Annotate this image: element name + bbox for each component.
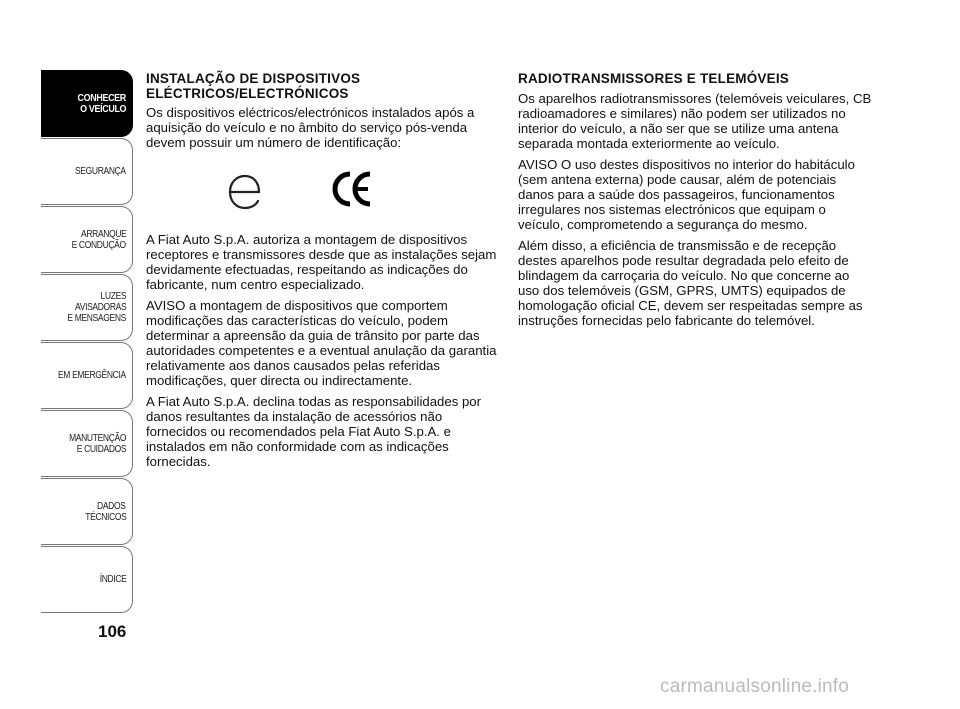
- tab-label-line: ÍNDICE: [99, 574, 126, 585]
- tab-7[interactable]: [41, 546, 133, 613]
- tab-label-line: E MENSAGENS: [67, 313, 126, 324]
- tab-5[interactable]: [41, 410, 133, 477]
- tab-label-line: O VEÍCULO: [79, 102, 126, 115]
- tab-label-line: MANUTENÇÃO: [68, 432, 126, 444]
- radio-paragraph-2: AVISO O uso destes dispositivos no interior do habitáculo (sem antena externa) pode causar, além de potenciais danos para a saúde dos passageiros, funcionamentos irregulares nos sistemas electrónicos que equipam o veículo, comprometendo a segurança do mesmo.: [518, 156, 855, 232]
- left-column: [146, 72, 501, 475]
- tab-label-line: CONHECER: [77, 91, 126, 104]
- radio-paragraph-1: Os aparelhos radiotransmissores (telemóveis veiculares, CB radioamadores e similares) não podem ser utilizados no interior do veículo, a não ser que se utilize uma antena separada montada exteriormente ao veículo.: [518, 90, 872, 151]
- ce-mark-icon: [335, 174, 370, 204]
- tab-label-line: SEGURANÇA: [75, 166, 126, 177]
- tab-4[interactable]: [41, 342, 133, 409]
- tab-label-line: EM EMERGÊNCIA: [58, 370, 126, 381]
- watermark-text: carmanualsonline.info: [660, 676, 850, 697]
- right-column: [518, 72, 873, 334]
- tab-label-line: E CONDUÇÃO: [71, 239, 126, 251]
- title-line-2: ELÉCTRICOS/ELECTRÓNICOS: [146, 85, 349, 101]
- section-tabs: [41, 70, 133, 614]
- disclaimer-paragraph: A Fiat Auto S.p.A. declina todas as responsabilidades por danos resultantes da instalação de acessórios não fornecidos ou recomendados pela Fiat Auto S.p.A. e instalados em não conformidade com as indicações fornecidas.: [146, 394, 482, 469]
- tab-label-line: TÉCNICOS: [84, 511, 126, 523]
- radio-paragraph-3: Além disso, a eficiência de transmissão e de recepção destes aparelhos pode resultar degradada pelo efeito de blindagem da carroçaria do veículo. No que concerne ao uso dos telemóveis (GSM, GPRS, UMTS) equipados de homologação oficial CE, devem ser respeitadas sempre as instruções fornecidas pelo fabricante do telemóvel.: [518, 237, 863, 328]
- tab-6[interactable]: [41, 478, 133, 545]
- tab-3[interactable]: [41, 274, 133, 341]
- tab-1[interactable]: [41, 138, 133, 205]
- warning-paragraph: AVISO a montagem de dispositivos que comportem modificações das características do veículo, podem determinar a apreensão da guia de trânsito por parte das autoridades competentes e a eventual anulação da garantia relativamente aos danos causados pelas referidas modificações, quer directa ou indirectamente.: [146, 298, 497, 388]
- tab-2[interactable]: [41, 206, 133, 273]
- section-title-installation: [146, 72, 501, 101]
- tab-0[interactable]: [41, 70, 133, 137]
- page-number: 106: [98, 622, 127, 641]
- intro-paragraph: Os dispositivos eléctricos/electrónicos instalados após a aquisição do veículo e no âmbito do serviço pós-venda devem possuir um número de identificação:: [146, 105, 475, 150]
- section-title-radio: RADIOTRANSMISSORES E TELEMÓVEIS: [518, 71, 789, 86]
- e-mark-icon: [230, 176, 259, 208]
- title-line-1: INSTALAÇÃO DE DISPOSITIVOS: [146, 71, 361, 86]
- certification-symbols: [146, 156, 501, 226]
- tab-label-line: ARRANQUE: [80, 228, 126, 240]
- symbols-svg: [146, 156, 501, 226]
- tab-label-line: DADOS: [97, 500, 126, 512]
- tab-label-line: LUZES: [100, 291, 126, 302]
- authorization-paragraph: A Fiat Auto S.p.A. autoriza a montagem de dispositivos receptores e transmissores desde que as instalações sejam devidamente efectuadas, respeitando as indicações do fabricante, num centro especializado.: [146, 232, 497, 292]
- tab-label-line: AVISADORAS: [74, 302, 126, 313]
- tab-label-line: E CUIDADOS: [76, 443, 126, 455]
